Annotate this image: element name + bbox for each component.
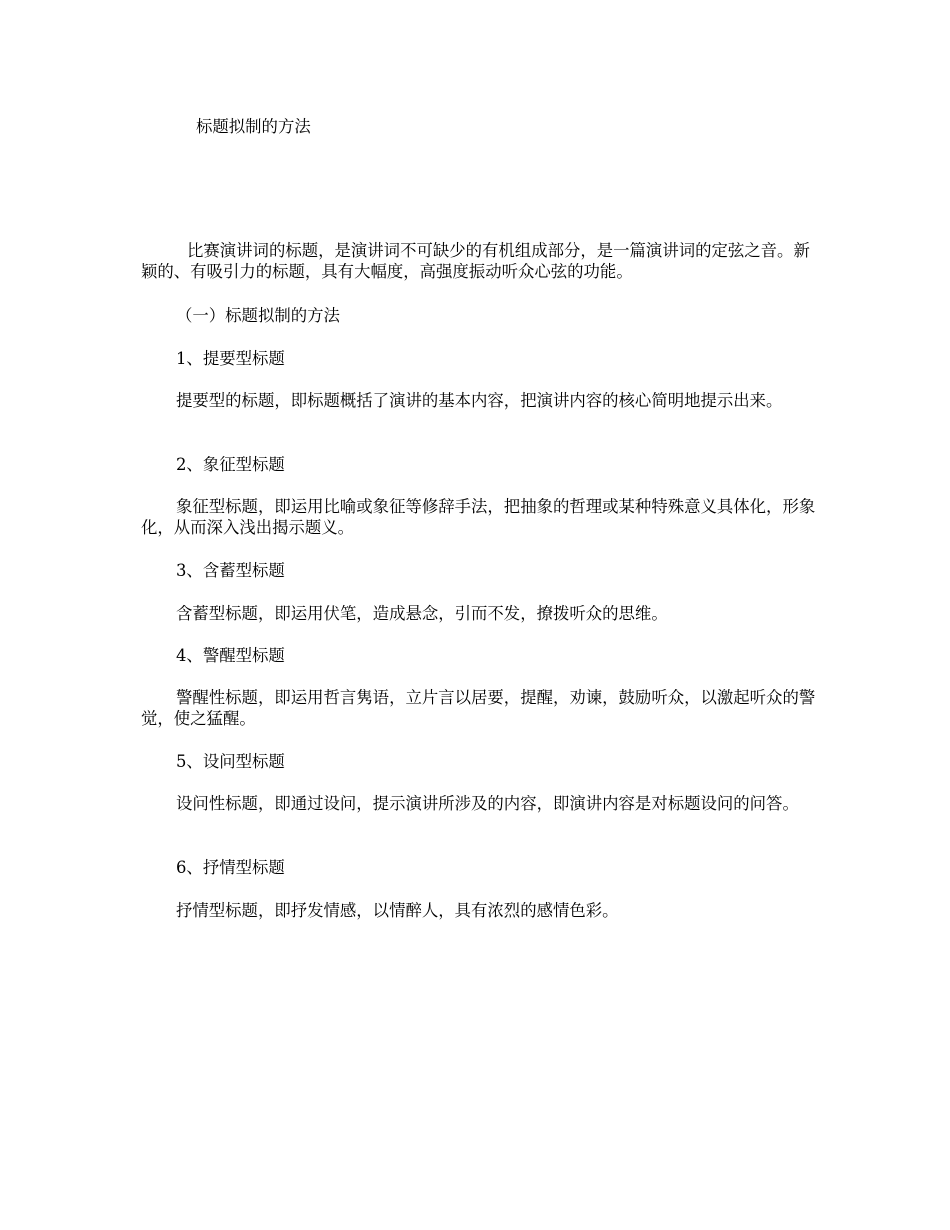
item-body-1: 提要型的标题，即标题概括了演讲的基本内容，把演讲内容的核心简明地提示出来。 <box>176 391 783 410</box>
item-heading-6: 6、抒情型标题 <box>176 858 285 877</box>
item-body-3: 含蓄型标题，即运用伏笔，造成悬念，引而不发，撩拨听众的思维。 <box>176 604 668 623</box>
intro-paragraph: 比赛演讲词的标题，是演讲词不可缺少的有机组成部分，是一篇演讲词的定弦之音。新颖的、有吸引力的标题，具有大幅度，高强度振动听众心弦的功能。 <box>141 241 810 281</box>
item-heading-4: 4、警醒型标题 <box>176 646 285 665</box>
item-heading-5: 5、设问型标题 <box>176 752 285 771</box>
document-title: 标题拟制的方法 <box>196 117 311 136</box>
item-body-5: 设问性标题，即通过设问，提示演讲所涉及的内容，即演讲内容是对标题设问的问答。 <box>176 794 799 813</box>
item-body-4: 警醒性标题，即运用哲言隽语，立片言以居要，提醒，劝谏，鼓励听众，以激起听众的警觉，使之猛醒。 <box>141 688 816 728</box>
section-heading: （一）标题拟制的方法 <box>176 306 340 325</box>
item-heading-2: 2、象征型标题 <box>176 455 285 474</box>
item-body-6: 抒情型标题，即抒发情感，以情醉人，具有浓烈的感情色彩。 <box>176 901 619 920</box>
item-heading-1: 1、提要型标题 <box>176 349 285 368</box>
item-body-2: 象征型标题，即运用比喻或象征等修辞手法，把抽象的哲理或某种特殊意义具体化，形象化，从而深入浅出揭示题义。 <box>141 497 816 537</box>
item-heading-3: 3、含蓄型标题 <box>176 561 285 580</box>
